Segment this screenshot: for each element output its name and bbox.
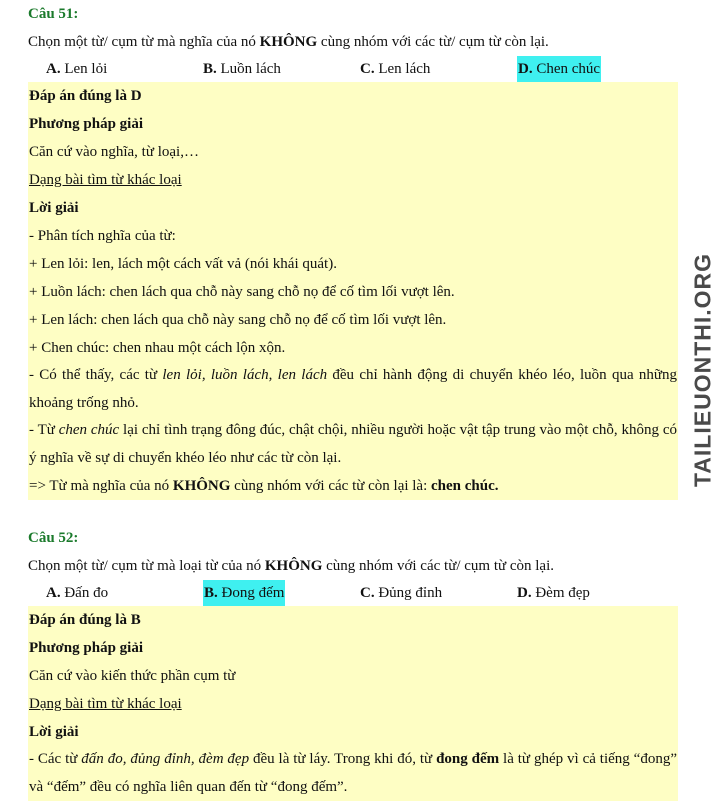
solution-line: + Len lỏi: len, lách một cách vất vả (nói khái quát). — [29, 256, 337, 272]
answer-box — [28, 82, 678, 500]
option-b[interactable]: B. Luồn lách — [203, 61, 281, 77]
solution-line: + Luồn lách: chen lách qua chỗ này sang chỗ nọ để cố tìm lối vượt lên. — [29, 284, 455, 300]
solution-heading: Lời giải — [29, 200, 79, 216]
option-b-correct[interactable]: B. Đong đếm — [203, 580, 285, 606]
solution-paragraph: - Từ chen chúc lại chỉ tình trạng đông đúc, chật chội, nhiều người hoặc vật tập trung vào một chỗ, không có ý nghĩa về sự di chuyển khéo léo như các từ còn lại. — [29, 422, 677, 466]
question-title: Câu 51: — [28, 6, 79, 22]
type-label: Dạng bài tìm từ khác loại — [29, 172, 182, 188]
question-stem: Chọn một từ/ cụm từ mà nghĩa của nó KHÔNG cùng nhóm với các từ/ cụm từ còn lại. — [28, 34, 549, 50]
option-d[interactable]: D. Đèm đẹp — [517, 585, 590, 601]
question-stem: Chọn một từ/ cụm từ mà loại từ của nó KHÔNG cùng nhóm với các từ/ cụm từ còn lại. — [28, 558, 555, 574]
question-52 — [28, 530, 678, 801]
option-c[interactable]: C. Len lách — [360, 61, 431, 77]
method-heading: Phương pháp giải — [29, 116, 144, 132]
answer-line: Đáp án đúng là B — [29, 612, 141, 628]
solution-line: - Phân tích nghĩa của từ: — [29, 228, 176, 244]
method-text: Căn cứ vào nghĩa, từ loại,… — [29, 144, 199, 160]
question-title: Câu 52: — [28, 530, 79, 546]
options-row — [28, 56, 678, 82]
site-watermark: TAILIEUONTHI.ORG — [689, 252, 716, 488]
answer-line: Đáp án đúng là D — [29, 88, 142, 104]
option-c[interactable]: C. Đủng đỉnh — [360, 585, 443, 601]
solution-line: + Chen chúc: chen nhau một cách lộn xộn. — [29, 340, 286, 356]
conclusion-line: => Từ mà nghĩa của nó KHÔNG cùng nhóm với các từ còn lại là: chen chúc. — [29, 478, 499, 494]
type-label: Dạng bài tìm từ khác loại — [29, 696, 182, 712]
method-text: Căn cứ vào kiến thức phần cụm từ — [29, 668, 236, 684]
solution-line: + Len lách: chen lách qua chỗ này sang chỗ nọ để cố tìm lối vượt lên. — [29, 312, 447, 328]
options-row — [28, 580, 678, 606]
solution-heading: Lời giải — [29, 724, 79, 740]
answer-box — [28, 606, 678, 801]
option-a[interactable]: A. Đấn đo — [46, 585, 109, 601]
option-a[interactable]: A. Len lỏi — [46, 61, 108, 77]
solution-paragraph: - Các từ đấn đo, đủng đỉnh, đèm đẹp đều là từ láy. Trong khi đó, từ đong đếm là từ ghép vì cả tiếng “đong” và “đếm” đều có nghĩa liên quan đến từ “đong đếm”. — [29, 751, 677, 795]
method-heading: Phương pháp giải — [29, 640, 144, 656]
question-51 — [28, 6, 678, 500]
solution-paragraph: - Có thể thấy, các từ len lỏi, luồn lách, len lách đều chỉ hành động di chuyển khéo léo, luồn qua những khoảng trống nhỏ. — [29, 367, 678, 411]
option-d-correct[interactable]: D. Chen chúc — [517, 56, 601, 82]
